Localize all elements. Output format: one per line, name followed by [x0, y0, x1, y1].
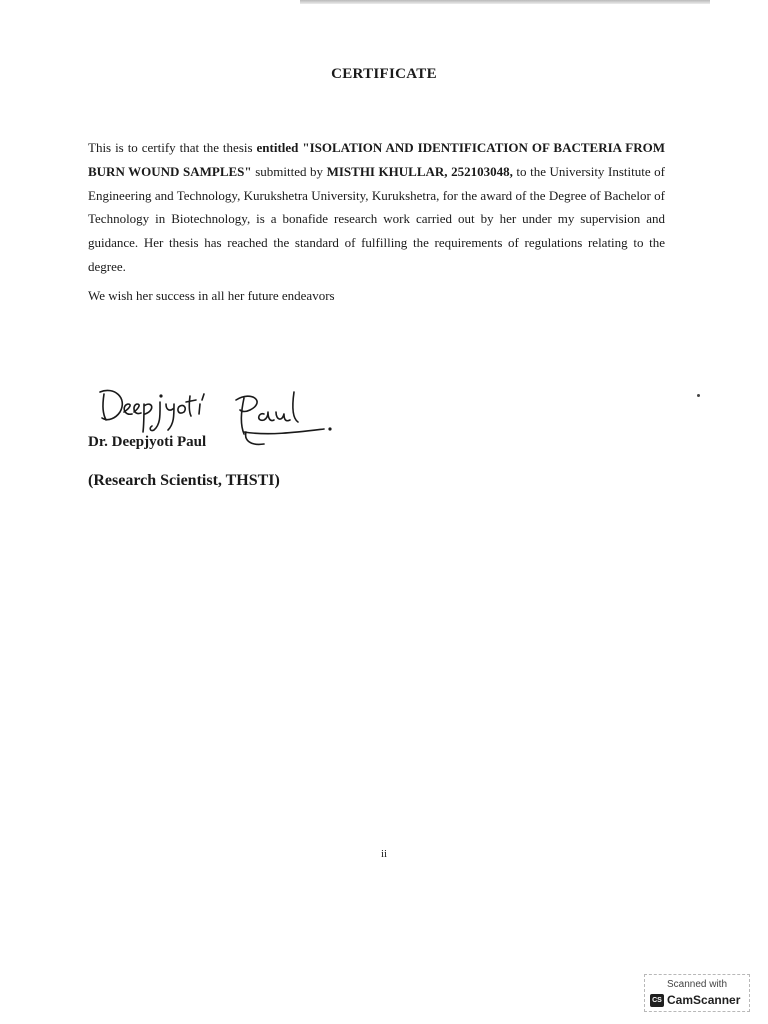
scanner-brand-name: CamScanner: [667, 993, 741, 1007]
scanned-with-label: Scanned with: [666, 979, 728, 990]
body-text-1: This is to certify that the thesis: [88, 140, 257, 155]
scanner-brand-row: [650, 993, 740, 1007]
scanner-watermark: [644, 974, 750, 1012]
body-text-3: to the University Institute of Engineering and Technology, Kurukshetra University, Kurukshetra, for the award of the Degree of Bachelor of Technology in Biotechnology, is a bonafide research work carried out by her under my supervision and guidance. Her thesis has reached the standard of fulfilling the requirements of regulations relating to the degree.: [88, 163, 665, 274]
page-number: ii: [380, 848, 388, 860]
signer-name: Dr. Deepjyoti Paul: [88, 434, 207, 450]
certificate-body: [88, 136, 665, 279]
signer-role: (Research Scientist, THSTI): [88, 472, 280, 489]
camscanner-logo-icon: CS: [650, 994, 664, 1007]
thesis-title: entitled "ISOLATION AND IDENTIFICATION OF BACTERIA FROM BURN WOUND SAMPLES": [88, 140, 665, 179]
scan-edge-strip: [300, 0, 710, 4]
body-text-2: submitted by: [251, 163, 327, 179]
scan-speck: [697, 394, 700, 397]
student-name-id: MISTHI KHULLAR, 252103048,: [326, 163, 513, 179]
page-title: CERTIFICATE: [331, 66, 437, 82]
wish-line: We wish her success in all her future endeavors: [88, 288, 335, 303]
